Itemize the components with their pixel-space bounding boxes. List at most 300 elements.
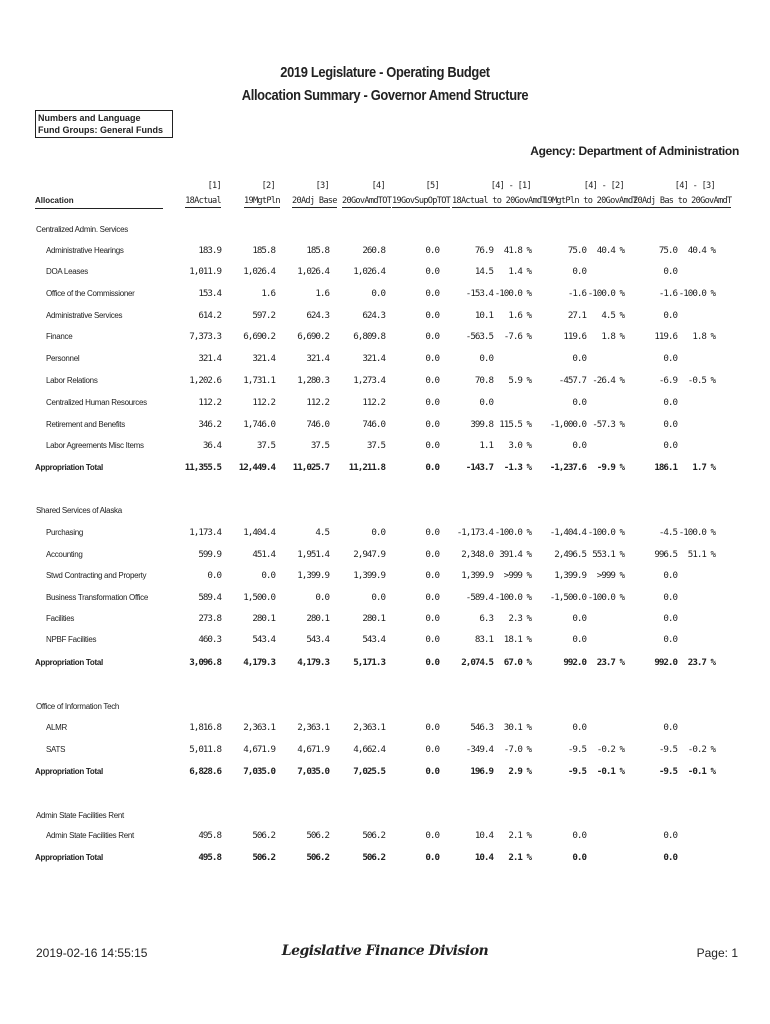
column-header-label: 18Actual to 20GovAmdT bbox=[452, 196, 546, 206]
cell-value: 0.0 bbox=[663, 830, 677, 841]
cell-value: 1.8 % bbox=[601, 331, 624, 342]
column-number-8: [4] - [3] bbox=[674, 181, 715, 191]
cell-value: 5.9 % bbox=[508, 375, 531, 386]
cell-value: 321.4 bbox=[306, 353, 329, 364]
cell-value: 280.1 bbox=[362, 613, 385, 624]
cell-value: -143.7 bbox=[465, 462, 493, 473]
cell-value: -100.0 % bbox=[678, 527, 715, 538]
cell-value: 27.1 bbox=[567, 310, 586, 321]
cell-value: 0.0 bbox=[425, 549, 439, 560]
cell-value: 0.0 bbox=[425, 830, 439, 841]
table-row bbox=[0, 397, 770, 411]
cell-value: -457.7 bbox=[558, 375, 586, 386]
cell-value: 321.4 bbox=[252, 353, 275, 364]
cell-value: -589.4 bbox=[465, 592, 493, 603]
cell-value: 321.4 bbox=[198, 353, 221, 364]
cell-value: 7,025.5 bbox=[353, 766, 385, 777]
filter-numbers-language: Numbers and Language bbox=[38, 113, 141, 123]
cell-value: 0.0 bbox=[425, 331, 439, 342]
cell-value: 0.0 bbox=[371, 288, 385, 299]
cell-value: 0.0 bbox=[425, 613, 439, 624]
table-row bbox=[0, 288, 770, 302]
cell-value: 14.5 bbox=[474, 266, 493, 277]
cell-value: 4,671.9 bbox=[243, 744, 275, 755]
table-row bbox=[0, 375, 770, 389]
cell-value: 506.2 bbox=[362, 830, 385, 841]
table-row bbox=[0, 419, 770, 433]
table-row bbox=[0, 592, 770, 606]
cell-value: 1,026.4 bbox=[353, 266, 385, 277]
cell-value: 543.4 bbox=[306, 634, 329, 645]
total-label: Appropriation Total bbox=[35, 463, 103, 472]
cell-value: 0.0 bbox=[425, 419, 439, 430]
row-label: Facilities bbox=[46, 614, 75, 623]
row-label: Purchasing bbox=[46, 528, 84, 537]
cell-value: 2,947.9 bbox=[353, 549, 385, 560]
cell-value: 30.1 % bbox=[503, 722, 531, 733]
table-row bbox=[0, 245, 770, 259]
cell-value: -4.5 bbox=[658, 527, 677, 538]
cell-value: 1,280.3 bbox=[297, 375, 329, 386]
cell-value: 1,399.9 bbox=[353, 570, 385, 581]
row-label: Retirement and Benefits bbox=[46, 420, 125, 429]
cell-value: 399.8 bbox=[470, 419, 493, 430]
cell-value: -9.5 bbox=[567, 744, 586, 755]
cell-value: 543.4 bbox=[362, 634, 385, 645]
section-header bbox=[0, 505, 770, 519]
cell-value: 36.4 bbox=[202, 440, 221, 451]
cell-value: 10.4 bbox=[474, 830, 493, 841]
cell-value: 11,355.5 bbox=[184, 462, 221, 473]
cell-value: 1,026.4 bbox=[297, 266, 329, 277]
cell-value: -100.0 % bbox=[587, 288, 624, 299]
row-label: SATS bbox=[46, 745, 66, 754]
cell-value: 4.5 % bbox=[601, 310, 624, 321]
cell-value: -9.5 bbox=[658, 766, 677, 777]
cell-value: 0.0 bbox=[425, 634, 439, 645]
cell-value: 185.8 bbox=[252, 245, 275, 256]
cell-value: -1,500.0 bbox=[549, 592, 586, 603]
section-title: Shared Services of Alaska bbox=[36, 506, 122, 515]
cell-value: 0.0 bbox=[479, 353, 493, 364]
cell-value: -1.6 bbox=[567, 288, 586, 299]
cell-value: 1.8 % bbox=[692, 331, 715, 342]
cell-value: 0.0 bbox=[572, 266, 586, 277]
cell-value: 11,211.8 bbox=[348, 462, 385, 473]
cell-value: 0.0 bbox=[425, 397, 439, 408]
cell-value: 2.3 % bbox=[508, 613, 531, 624]
cell-value: 70.8 bbox=[474, 375, 493, 386]
cell-value: 2,074.5 bbox=[461, 657, 493, 668]
column-header-label: 20Adj Bas to 20GovAmdT bbox=[633, 196, 732, 206]
cell-value: 153.4 bbox=[198, 288, 221, 299]
column-header-4 bbox=[342, 196, 392, 208]
cell-value: 37.5 bbox=[366, 440, 385, 451]
cell-value: 3,096.8 bbox=[189, 657, 221, 668]
cell-value: 0.0 bbox=[663, 592, 677, 603]
column-number-6: [4] - [1] bbox=[490, 181, 531, 191]
cell-value: 51.1 % bbox=[687, 549, 715, 560]
cell-value: 553.1 % bbox=[592, 549, 624, 560]
cell-value: 4.5 bbox=[315, 527, 329, 538]
cell-value: 1,746.0 bbox=[243, 419, 275, 430]
cell-value: 0.0 bbox=[425, 266, 439, 277]
table-row bbox=[0, 440, 770, 454]
cell-value: 0.0 bbox=[425, 310, 439, 321]
cell-value: 1,404.4 bbox=[243, 527, 275, 538]
cell-value: >999 % bbox=[596, 570, 624, 581]
cell-value: 1,731.1 bbox=[243, 375, 275, 386]
row-label: Business Transformation Office bbox=[46, 593, 149, 602]
cell-value: 186.1 bbox=[654, 462, 677, 473]
cell-value: 273.8 bbox=[198, 613, 221, 624]
cell-value: 18.1 % bbox=[503, 634, 531, 645]
cell-value: -1.3 % bbox=[503, 462, 531, 473]
appropriation-total-row bbox=[0, 462, 770, 476]
cell-value: 0.0 bbox=[572, 440, 586, 451]
column-header-1 bbox=[171, 196, 221, 208]
cell-value: 6,690.2 bbox=[243, 331, 275, 342]
allocation-column-header: Allocation bbox=[35, 196, 163, 209]
cell-value: 6.3 bbox=[479, 613, 493, 624]
cell-value: 40.4 % bbox=[596, 245, 624, 256]
cell-value: 23.7 % bbox=[687, 657, 715, 668]
table-row bbox=[0, 549, 770, 563]
cell-value: 1.7 % bbox=[692, 462, 715, 473]
cell-value: -7.6 % bbox=[503, 331, 531, 342]
cell-value: 460.3 bbox=[198, 634, 221, 645]
cell-value: 0.0 bbox=[425, 353, 439, 364]
row-label: Administrative Hearings bbox=[46, 246, 124, 255]
cell-value: 7,035.0 bbox=[297, 766, 329, 777]
cell-value: -9.9 % bbox=[596, 462, 624, 473]
cell-value: 112.2 bbox=[198, 397, 221, 408]
column-number-1: [1] bbox=[207, 181, 221, 191]
cell-value: 7,035.0 bbox=[243, 766, 275, 777]
cell-value: 83.1 bbox=[474, 634, 493, 645]
cell-value: 1,399.9 bbox=[461, 570, 493, 581]
cell-value: 0.0 bbox=[425, 722, 439, 733]
cell-value: -100.0 % bbox=[587, 527, 624, 538]
column-number-2: [2] bbox=[261, 181, 275, 191]
cell-value: 0.0 bbox=[572, 613, 586, 624]
cell-value: -1.6 bbox=[658, 288, 677, 299]
section-header bbox=[0, 701, 770, 715]
cell-value: 5,011.8 bbox=[189, 744, 221, 755]
cell-value: 1,011.9 bbox=[189, 266, 221, 277]
cell-value: 37.5 bbox=[310, 440, 329, 451]
table-row bbox=[0, 613, 770, 627]
cell-value: -1,237.6 bbox=[549, 462, 586, 473]
cell-value: 112.2 bbox=[252, 397, 275, 408]
cell-value: 2.9 % bbox=[508, 766, 531, 777]
cell-value: 1.6 bbox=[315, 288, 329, 299]
cell-value: 0.0 bbox=[425, 657, 439, 668]
cell-value: 0.0 bbox=[425, 440, 439, 451]
table-row bbox=[0, 744, 770, 758]
cell-value: 0.0 bbox=[663, 397, 677, 408]
filter-box bbox=[35, 110, 173, 138]
cell-value: 0.0 bbox=[425, 375, 439, 386]
table-row bbox=[0, 634, 770, 648]
footer-datetime: 2019-02-16 14:55:15 bbox=[36, 946, 148, 960]
cell-value: 746.0 bbox=[306, 419, 329, 430]
cell-value: 0.0 bbox=[371, 592, 385, 603]
column-header-label: 19GovSupOpTOT bbox=[392, 196, 451, 206]
report-title: 2019 Legislature - Operating Budget bbox=[280, 64, 490, 81]
cell-value: 2,496.5 bbox=[554, 549, 586, 560]
row-label: Admin State Facilities Rent bbox=[46, 831, 134, 840]
cell-value: -57.3 % bbox=[592, 419, 624, 430]
cell-value: -1,404.4 bbox=[549, 527, 586, 538]
cell-value: -153.4 bbox=[465, 288, 493, 299]
section-title: Office of Information Tech bbox=[36, 702, 120, 711]
total-label: Appropriation Total bbox=[35, 658, 103, 667]
cell-value: 0.0 bbox=[572, 634, 586, 645]
column-header-label: 19MgtPln bbox=[244, 196, 280, 206]
cell-value: 0.0 bbox=[261, 570, 275, 581]
row-label: Personnel bbox=[46, 354, 80, 363]
appropriation-total-row bbox=[0, 657, 770, 671]
cell-value: 506.2 bbox=[306, 852, 329, 863]
cell-value: 0.0 bbox=[371, 527, 385, 538]
cell-value: 76.9 bbox=[474, 245, 493, 256]
row-label: ALMR bbox=[46, 723, 68, 732]
cell-value: 0.0 bbox=[425, 744, 439, 755]
cell-value: -1,000.0 bbox=[549, 419, 586, 430]
cell-value: 6,809.8 bbox=[353, 331, 385, 342]
cell-value: 1.6 bbox=[261, 288, 275, 299]
cell-value: 495.8 bbox=[198, 830, 221, 841]
section-title: Centralized Admin. Services bbox=[36, 225, 128, 234]
cell-value: -100.0 % bbox=[587, 592, 624, 603]
cell-value: 115.5 % bbox=[499, 419, 531, 430]
cell-value: 112.2 bbox=[362, 397, 385, 408]
column-number-3: [3] bbox=[315, 181, 329, 191]
cell-value: 546.3 bbox=[470, 722, 493, 733]
cell-value: 7,373.3 bbox=[189, 331, 221, 342]
cell-value: 112.2 bbox=[306, 397, 329, 408]
cell-value: 599.9 bbox=[198, 549, 221, 560]
footer-page-number: Page: 1 bbox=[696, 946, 738, 960]
column-header-6 bbox=[452, 196, 546, 208]
cell-value: 23.7 % bbox=[596, 657, 624, 668]
cell-value: 280.1 bbox=[252, 613, 275, 624]
cell-value: 183.9 bbox=[198, 245, 221, 256]
cell-value: 37.5 bbox=[256, 440, 275, 451]
cell-value: -9.5 bbox=[658, 744, 677, 755]
cell-value: 0.0 bbox=[207, 570, 221, 581]
cell-value: 4,671.9 bbox=[297, 744, 329, 755]
cell-value: -0.1 % bbox=[596, 766, 624, 777]
cell-value: 10.4 bbox=[474, 852, 493, 863]
table-row bbox=[0, 722, 770, 736]
total-label: Appropriation Total bbox=[35, 853, 103, 862]
cell-value: 185.8 bbox=[306, 245, 329, 256]
cell-value: 196.9 bbox=[470, 766, 493, 777]
cell-value: 0.0 bbox=[425, 245, 439, 256]
cell-value: 589.4 bbox=[198, 592, 221, 603]
cell-value: 0.0 bbox=[425, 288, 439, 299]
cell-value: -349.4 bbox=[465, 744, 493, 755]
row-label: Labor Relations bbox=[46, 376, 98, 385]
cell-value: 4,179.3 bbox=[297, 657, 329, 668]
row-label: Labor Agreements Misc Items bbox=[46, 441, 144, 450]
cell-value: -0.2 % bbox=[596, 744, 624, 755]
cell-value: 992.0 bbox=[654, 657, 677, 668]
cell-value: -6.9 bbox=[658, 375, 677, 386]
cell-value: 506.2 bbox=[362, 852, 385, 863]
cell-value: 543.4 bbox=[252, 634, 275, 645]
cell-value: 624.3 bbox=[306, 310, 329, 321]
cell-value: 2,348.0 bbox=[461, 549, 493, 560]
cell-value: -100.0 % bbox=[494, 288, 531, 299]
column-header-3 bbox=[292, 196, 337, 208]
cell-value: -0.5 % bbox=[687, 375, 715, 386]
cell-value: 506.2 bbox=[306, 830, 329, 841]
table-row bbox=[0, 310, 770, 324]
cell-value: -100.0 % bbox=[494, 527, 531, 538]
cell-value: 3.0 % bbox=[508, 440, 531, 451]
column-header-2 bbox=[244, 196, 280, 208]
cell-value: 996.5 bbox=[654, 549, 677, 560]
cell-value: 0.0 bbox=[663, 613, 677, 624]
cell-value: 0.0 bbox=[663, 353, 677, 364]
cell-value: 0.0 bbox=[315, 592, 329, 603]
column-header-label: 19MgtPln to 20GovAmdT bbox=[543, 196, 637, 206]
cell-value: 1,273.4 bbox=[353, 375, 385, 386]
row-label: Accounting bbox=[46, 550, 83, 559]
row-label: Office of the Commissioner bbox=[46, 289, 135, 298]
row-label: Stwd Contracting and Property bbox=[46, 571, 147, 580]
cell-value: 992.0 bbox=[563, 657, 586, 668]
cell-value: -9.5 bbox=[567, 766, 586, 777]
filter-fund-groups: Fund Groups: General Funds bbox=[38, 125, 164, 135]
cell-value: -0.1 % bbox=[687, 766, 715, 777]
column-number-5: [5] bbox=[425, 181, 439, 191]
cell-value: 0.0 bbox=[663, 570, 677, 581]
cell-value: 1.6 % bbox=[508, 310, 531, 321]
table-row bbox=[0, 353, 770, 367]
cell-value: 1,202.6 bbox=[189, 375, 221, 386]
table-row bbox=[0, 331, 770, 345]
cell-value: 506.2 bbox=[252, 852, 275, 863]
appropriation-total-row bbox=[0, 766, 770, 780]
footer-division: Legislative Finance Division bbox=[281, 943, 489, 959]
cell-value: 0.0 bbox=[663, 419, 677, 430]
table-row bbox=[0, 570, 770, 584]
cell-value: >999 % bbox=[503, 570, 531, 581]
cell-value: 41.8 % bbox=[503, 245, 531, 256]
cell-value: 0.0 bbox=[663, 440, 677, 451]
column-header-label: 18Actual bbox=[185, 196, 221, 206]
column-header-label: 20Adj Base bbox=[292, 196, 337, 206]
section-header bbox=[0, 810, 770, 824]
row-label: DOA Leases bbox=[46, 267, 88, 276]
column-number-4: [4] bbox=[371, 181, 385, 191]
cell-value: 4,179.3 bbox=[243, 657, 275, 668]
cell-value: 0.0 bbox=[425, 592, 439, 603]
cell-value: 75.0 bbox=[567, 245, 586, 256]
cell-value: 2,363.1 bbox=[297, 722, 329, 733]
agency-label: Agency: Department of Administration bbox=[530, 144, 739, 158]
column-header-7 bbox=[543, 196, 637, 208]
cell-value: 614.2 bbox=[198, 310, 221, 321]
cell-value: 2,363.1 bbox=[243, 722, 275, 733]
cell-value: 0.0 bbox=[572, 722, 586, 733]
cell-value: 0.0 bbox=[663, 266, 677, 277]
cell-value: 0.0 bbox=[572, 353, 586, 364]
section-title: Admin State Facilities Rent bbox=[36, 811, 124, 820]
cell-value: 119.6 bbox=[563, 331, 586, 342]
table-row bbox=[0, 830, 770, 844]
cell-value: 10.1 bbox=[474, 310, 493, 321]
table-row bbox=[0, 527, 770, 541]
cell-value: 6,828.6 bbox=[189, 766, 221, 777]
cell-value: 0.0 bbox=[572, 830, 586, 841]
cell-value: 6,690.2 bbox=[297, 331, 329, 342]
cell-value: 1,399.9 bbox=[554, 570, 586, 581]
cell-value: 1,399.9 bbox=[297, 570, 329, 581]
cell-value: 0.0 bbox=[663, 852, 677, 863]
row-label: Administrative Services bbox=[46, 311, 123, 320]
cell-value: 0.0 bbox=[572, 397, 586, 408]
row-label: Centralized Human Resources bbox=[46, 398, 147, 407]
column-header-label: 20GovAmdTOT bbox=[342, 196, 392, 206]
cell-value: 0.0 bbox=[663, 634, 677, 645]
cell-value: 0.0 bbox=[425, 462, 439, 473]
cell-value: 1,173.4 bbox=[189, 527, 221, 538]
cell-value: 746.0 bbox=[362, 419, 385, 430]
total-label: Appropriation Total bbox=[35, 767, 103, 776]
cell-value: 391.4 % bbox=[499, 549, 531, 560]
cell-value: 624.3 bbox=[362, 310, 385, 321]
cell-value: 0.0 bbox=[425, 570, 439, 581]
cell-value: 321.4 bbox=[362, 353, 385, 364]
cell-value: -100.0 % bbox=[494, 592, 531, 603]
cell-value: 0.0 bbox=[479, 397, 493, 408]
row-label: Finance bbox=[46, 332, 73, 341]
cell-value: 2,363.1 bbox=[353, 722, 385, 733]
column-header-5 bbox=[392, 196, 451, 208]
cell-value: 0.0 bbox=[663, 310, 677, 321]
cell-value: 1,816.8 bbox=[189, 722, 221, 733]
column-number-7: [4] - [2] bbox=[583, 181, 624, 191]
cell-value: 597.2 bbox=[252, 310, 275, 321]
cell-value: 1.1 bbox=[479, 440, 493, 451]
cell-value: 0.0 bbox=[425, 766, 439, 777]
cell-value: 4,662.4 bbox=[353, 744, 385, 755]
cell-value: 495.8 bbox=[198, 852, 221, 863]
cell-value: 119.6 bbox=[654, 331, 677, 342]
cell-value: 40.4 % bbox=[687, 245, 715, 256]
cell-value: 506.2 bbox=[252, 830, 275, 841]
cell-value: 280.1 bbox=[306, 613, 329, 624]
cell-value: 2.1 % bbox=[508, 830, 531, 841]
cell-value: 12,449.4 bbox=[238, 462, 275, 473]
report-subtitle: Allocation Summary - Governor Amend Structure bbox=[241, 87, 529, 104]
cell-value: -7.0 % bbox=[503, 744, 531, 755]
cell-value: 0.0 bbox=[425, 527, 439, 538]
cell-value: 0.0 bbox=[572, 852, 586, 863]
cell-value: -0.2 % bbox=[687, 744, 715, 755]
cell-value: 0.0 bbox=[425, 852, 439, 863]
cell-value: -563.5 bbox=[465, 331, 493, 342]
cell-value: 5,171.3 bbox=[353, 657, 385, 668]
cell-value: -100.0 % bbox=[678, 288, 715, 299]
cell-value: 0.0 bbox=[663, 722, 677, 733]
cell-value: 1,500.0 bbox=[243, 592, 275, 603]
